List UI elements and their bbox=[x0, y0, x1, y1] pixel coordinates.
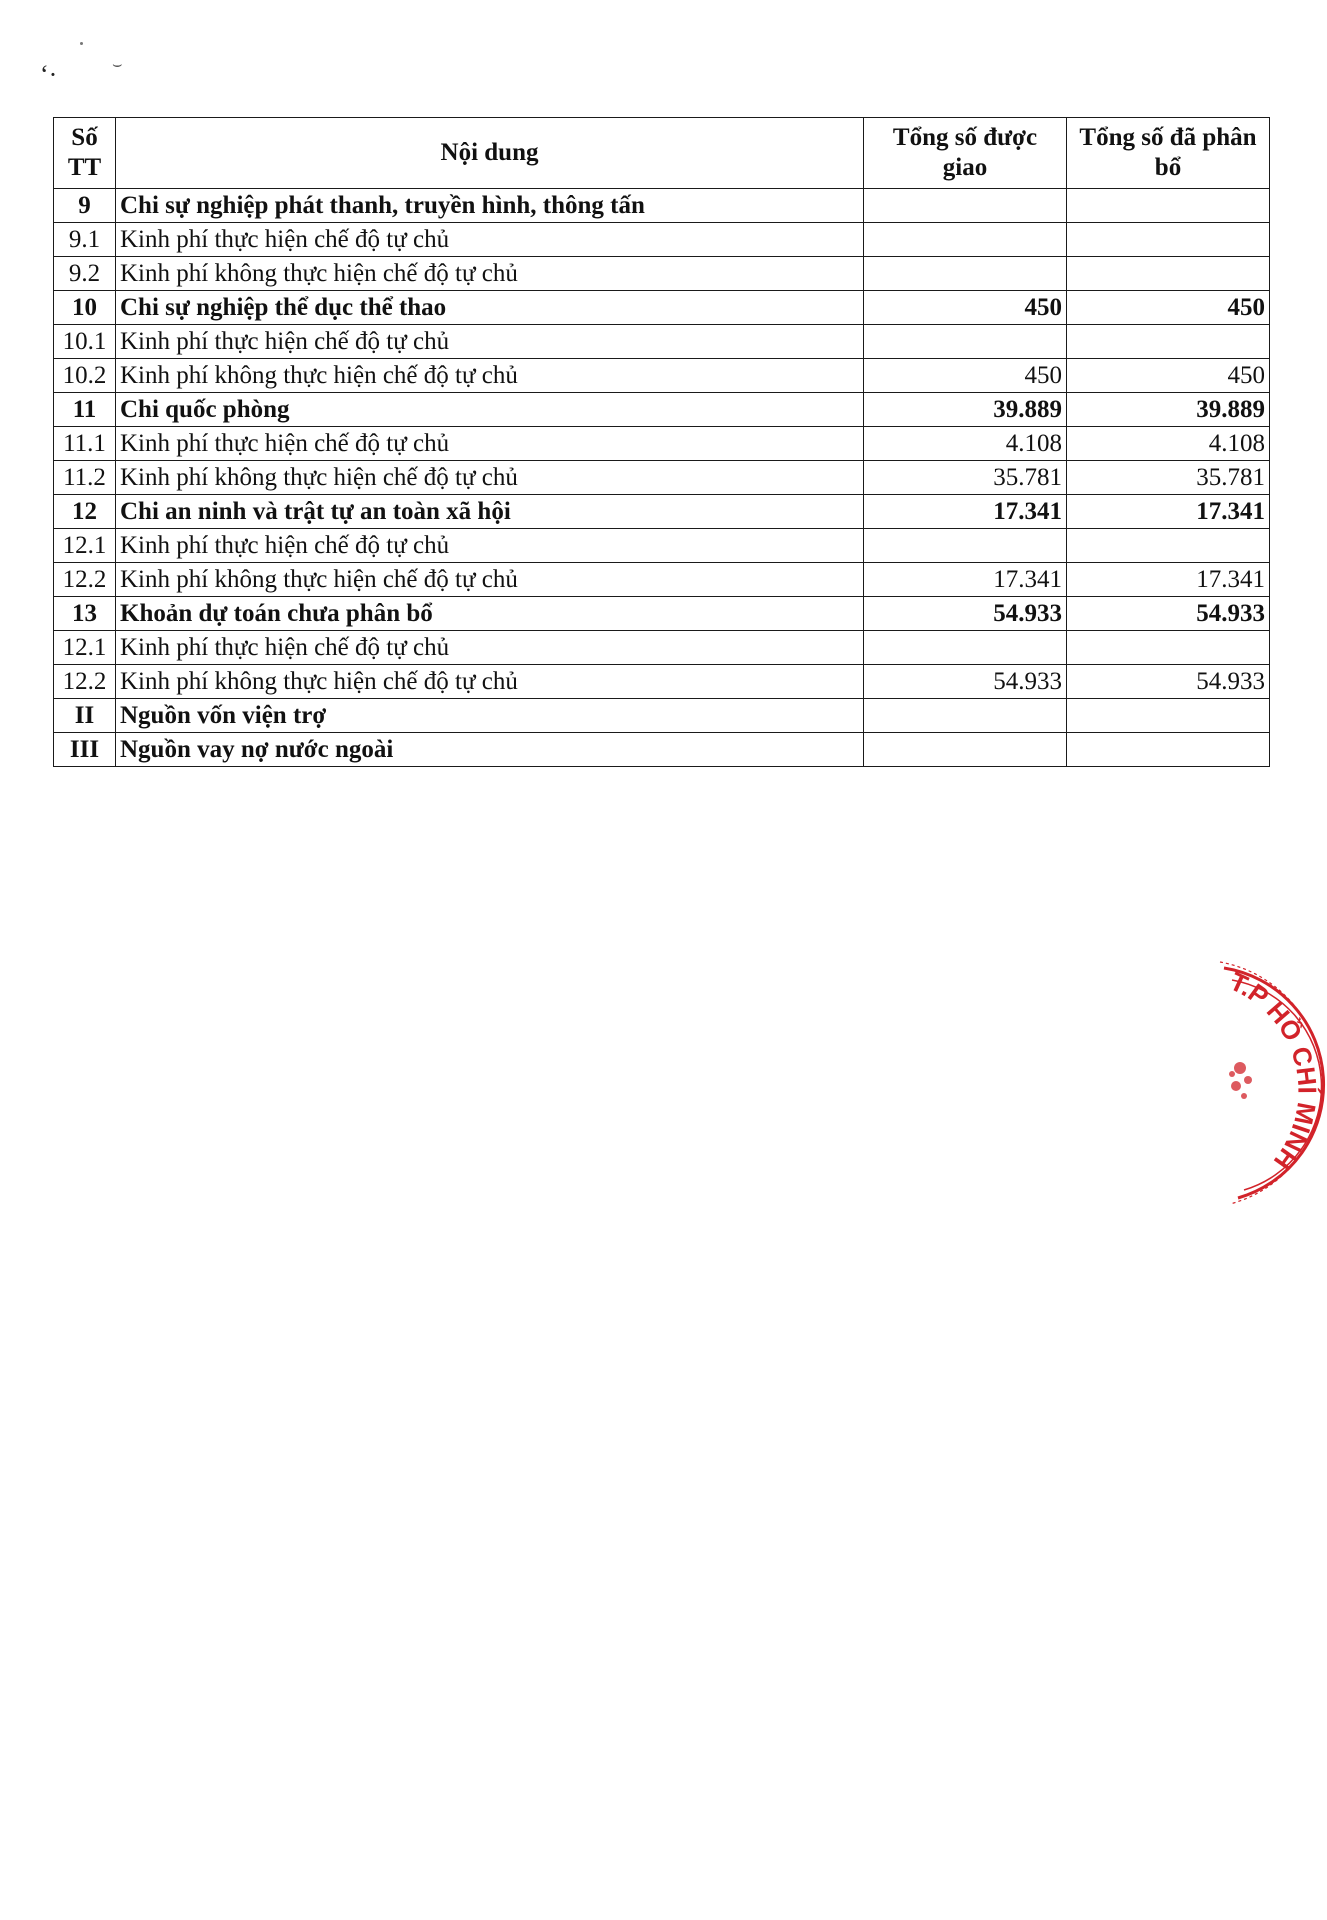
row-stt: 10.1 bbox=[54, 325, 116, 359]
row-content: Kinh phí thực hiện chế độ tự chủ bbox=[116, 529, 864, 563]
row-content: Kinh phí không thực hiện chế độ tự chủ bbox=[116, 461, 864, 495]
row-stt: 12.2 bbox=[54, 665, 116, 699]
row-stt: 9.1 bbox=[54, 223, 116, 257]
scan-mark: ⌣ bbox=[112, 56, 123, 73]
table-row bbox=[54, 665, 1270, 699]
row-allocated: 4.108 bbox=[1067, 427, 1270, 461]
header-assigned: Tổng số được giao bbox=[864, 118, 1067, 189]
official-seal bbox=[1218, 958, 1327, 1218]
row-allocated bbox=[1067, 325, 1270, 359]
row-content: Nguồn vốn viện trợ bbox=[116, 699, 864, 733]
row-stt: 13 bbox=[54, 597, 116, 631]
row-allocated bbox=[1067, 257, 1270, 291]
row-content: Chi sự nghiệp phát thanh, truyền hình, thông tấn bbox=[116, 189, 864, 223]
row-allocated: 54.933 bbox=[1067, 665, 1270, 699]
table-row bbox=[54, 495, 1270, 529]
table-row bbox=[54, 563, 1270, 597]
row-content: Kinh phí thực hiện chế độ tự chủ bbox=[116, 427, 864, 461]
row-allocated: 54.933 bbox=[1067, 597, 1270, 631]
seal-emblem bbox=[1229, 1062, 1252, 1099]
row-content: Khoản dự toán chưa phân bổ bbox=[116, 597, 864, 631]
row-allocated: 450 bbox=[1067, 359, 1270, 393]
row-content: Kinh phí thực hiện chế độ tự chủ bbox=[116, 631, 864, 665]
row-stt: 11.2 bbox=[54, 461, 116, 495]
table-row bbox=[54, 461, 1270, 495]
row-content: Chi sự nghiệp thể dục thể thao bbox=[116, 291, 864, 325]
row-stt: 10.2 bbox=[54, 359, 116, 393]
table-row bbox=[54, 189, 1270, 223]
row-stt: 12.1 bbox=[54, 529, 116, 563]
row-assigned: 35.781 bbox=[864, 461, 1067, 495]
table-row bbox=[54, 257, 1270, 291]
row-allocated: 17.341 bbox=[1067, 563, 1270, 597]
table-row bbox=[54, 325, 1270, 359]
table-row bbox=[54, 427, 1270, 461]
row-assigned: 39.889 bbox=[864, 393, 1067, 427]
seal-text: T.P HỒ CHÍ MINH bbox=[1225, 965, 1323, 1176]
row-assigned bbox=[864, 529, 1067, 563]
row-stt: III bbox=[54, 733, 116, 767]
row-assigned bbox=[864, 699, 1067, 733]
row-assigned: 450 bbox=[864, 359, 1067, 393]
row-allocated: 35.781 bbox=[1067, 461, 1270, 495]
table-row bbox=[54, 359, 1270, 393]
budget-table bbox=[53, 117, 1270, 767]
row-allocated bbox=[1067, 699, 1270, 733]
row-assigned bbox=[864, 257, 1067, 291]
table-header-row bbox=[54, 118, 1270, 189]
row-allocated: 39.889 bbox=[1067, 393, 1270, 427]
table-row bbox=[54, 393, 1270, 427]
row-content: Kinh phí thực hiện chế độ tự chủ bbox=[116, 223, 864, 257]
header-allocated: Tổng số đã phân bổ bbox=[1067, 118, 1270, 189]
row-assigned bbox=[864, 223, 1067, 257]
row-allocated bbox=[1067, 631, 1270, 665]
header-content: Nội dung bbox=[116, 118, 864, 189]
row-content: Kinh phí không thực hiện chế độ tự chủ bbox=[116, 665, 864, 699]
row-assigned: 450 bbox=[864, 291, 1067, 325]
row-stt: 12 bbox=[54, 495, 116, 529]
row-stt: 9 bbox=[54, 189, 116, 223]
table-row bbox=[54, 631, 1270, 665]
table-row bbox=[54, 223, 1270, 257]
row-allocated bbox=[1067, 529, 1270, 563]
row-stt: 11 bbox=[54, 393, 116, 427]
row-assigned bbox=[864, 733, 1067, 767]
row-stt: 12.2 bbox=[54, 563, 116, 597]
table-body bbox=[54, 189, 1270, 767]
row-allocated bbox=[1067, 733, 1270, 767]
row-allocated bbox=[1067, 189, 1270, 223]
row-allocated: 17.341 bbox=[1067, 495, 1270, 529]
scan-mark: ʻ· bbox=[40, 60, 58, 89]
table-row bbox=[54, 529, 1270, 563]
table-row bbox=[54, 291, 1270, 325]
row-assigned: 54.933 bbox=[864, 665, 1067, 699]
row-content: Kinh phí không thực hiện chế độ tự chủ bbox=[116, 359, 864, 393]
row-content: Kinh phí thực hiện chế độ tự chủ bbox=[116, 325, 864, 359]
table-row bbox=[54, 733, 1270, 767]
scan-speck bbox=[80, 42, 83, 45]
row-assigned bbox=[864, 189, 1067, 223]
row-allocated bbox=[1067, 223, 1270, 257]
row-assigned: 4.108 bbox=[864, 427, 1067, 461]
header-stt: Số TT bbox=[54, 118, 116, 189]
row-content: Chi quốc phòng bbox=[116, 393, 864, 427]
row-assigned bbox=[864, 631, 1067, 665]
row-allocated: 450 bbox=[1067, 291, 1270, 325]
row-stt: 11.1 bbox=[54, 427, 116, 461]
row-stt: 12.1 bbox=[54, 631, 116, 665]
row-content: Chi an ninh và trật tự an toàn xã hội bbox=[116, 495, 864, 529]
row-content: Kinh phí không thực hiện chế độ tự chủ bbox=[116, 257, 864, 291]
row-content: Kinh phí không thực hiện chế độ tự chủ bbox=[116, 563, 864, 597]
row-assigned: 17.341 bbox=[864, 495, 1067, 529]
row-stt: 10 bbox=[54, 291, 116, 325]
table-row bbox=[54, 699, 1270, 733]
row-stt: II bbox=[54, 699, 116, 733]
row-content: Nguồn vay nợ nước ngoài bbox=[116, 733, 864, 767]
row-assigned bbox=[864, 325, 1067, 359]
row-stt: 9.2 bbox=[54, 257, 116, 291]
table-row bbox=[54, 597, 1270, 631]
row-assigned: 17.341 bbox=[864, 563, 1067, 597]
row-assigned: 54.933 bbox=[864, 597, 1067, 631]
